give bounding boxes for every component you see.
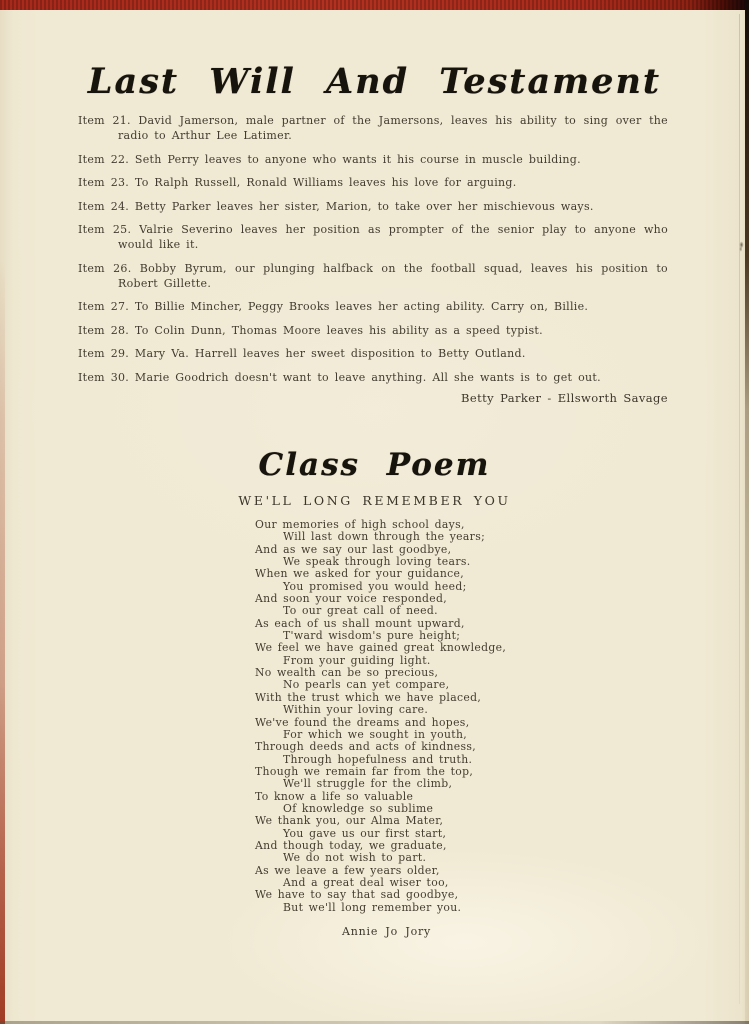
will-item-number: Item 30. bbox=[78, 370, 130, 384]
poem-line: We thank you, our Alma Mater, bbox=[255, 814, 444, 828]
will-item-number: Item 25. bbox=[78, 223, 132, 236]
will-item: Item 29. Mary Va. Harrell leaves her sweet disposition to Betty Outland. bbox=[78, 347, 526, 360]
will-item-number: Item 26. bbox=[78, 261, 132, 275]
will-item-number: Item 23. bbox=[78, 176, 130, 189]
will-item: Item 30. Marie Goodrich doesn't want to leave anything. All she wants is to get out. bbox=[78, 370, 601, 384]
poem-line: As we leave a few years older, bbox=[255, 863, 440, 877]
book-spine-top-band bbox=[0, 0, 749, 10]
poem-line: Of knowledge so sublime bbox=[283, 801, 434, 815]
poem-line: Through hopefulness and truth. bbox=[283, 752, 473, 766]
poem-line: No wealth can be so precious, bbox=[255, 666, 439, 680]
poem-line: We've found the dreams and hopes, bbox=[255, 715, 470, 729]
will-item-number: Item 24. bbox=[78, 199, 130, 213]
will-signature: Betty Parker - Ellsworth Savage bbox=[461, 391, 668, 405]
poem-line: And as we say our last goodbye, bbox=[255, 542, 452, 556]
poem-line: We do not wish to part. bbox=[283, 851, 427, 865]
class-poem-section bbox=[0, 446, 749, 938]
will-items-list bbox=[78, 113, 668, 393]
poem-line: We'll struggle for the climb, bbox=[283, 777, 453, 791]
will-item-number: Item 28. bbox=[78, 323, 130, 337]
poem-author: Annie Jo Jory bbox=[342, 925, 432, 938]
poem-line: Will last down through the years; bbox=[283, 530, 486, 544]
ink-artifact bbox=[738, 240, 745, 252]
poem-line: Within your loving care. bbox=[283, 703, 429, 717]
will-item: Item 24. Betty Parker leaves her sister, Marion, to take over her mischievous ways. bbox=[78, 199, 594, 213]
poem-line: From your guiding light. bbox=[283, 653, 431, 667]
will-item: Item 28. To Colin Dunn, Thomas Moore leaves his ability as a speed typist. bbox=[78, 323, 543, 337]
will-item-number: Item 21. bbox=[78, 114, 131, 127]
poem-line: And though today, we graduate, bbox=[255, 838, 447, 852]
will-item: Item 22. Seth Perry leaves to anyone who wants it his course in muscle building. bbox=[78, 152, 581, 166]
poem-line: As each of us shall mount upward, bbox=[255, 616, 465, 630]
will-title: Last Will And Testament bbox=[87, 61, 662, 102]
poem-line: But we'll long remember you. bbox=[283, 900, 462, 914]
poem-line: We feel we have gained great knowledge, bbox=[255, 641, 507, 655]
poem-line: We have to say that sad goodbye, bbox=[255, 888, 459, 902]
poem-subtitle: WE'LL LONG REMEMBER YOU bbox=[238, 493, 511, 508]
poem-body bbox=[255, 519, 749, 914]
poem-line: Our memories of high school days, bbox=[255, 518, 465, 531]
will-item-number: Item 27. bbox=[78, 300, 130, 313]
will-item: Item 27. To Billie Mincher, Peggy Brooks leaves her acting ability. Carry on, Billie. bbox=[78, 300, 589, 313]
poem-line: You gave us our first start, bbox=[283, 826, 447, 840]
poem-line: To our great call of need. bbox=[283, 604, 438, 618]
will-item-number: Item 22. bbox=[78, 152, 130, 166]
poem-line: T'ward wisdom's pure height; bbox=[283, 629, 461, 643]
poem-line: When we asked for your guidance, bbox=[255, 567, 465, 581]
poem-line: We speak through loving tears. bbox=[283, 555, 471, 569]
poem-line: Though we remain far from the top, bbox=[255, 764, 474, 778]
will-item: Item 25. Valrie Severino leaves her position as prompter of the senior play to anyone who would like it. bbox=[78, 223, 668, 251]
poem-line: No pearls can yet compare, bbox=[283, 678, 450, 692]
will-item: Item 21. David Jamerson, male partner of the Jamersons, leaves his ability to sing over the radio to Arthur Lee Latimer. bbox=[78, 114, 668, 142]
poem-line: And soon your voice responded, bbox=[255, 592, 448, 606]
poem-line: Through deeds and acts of kindness, bbox=[255, 740, 477, 754]
poem-line: To know a life so valuable bbox=[255, 789, 414, 803]
will-item: Item 26. Bobby Byrum, our plunging halfback on the football squad, leaves his position to Robert Gillette. bbox=[78, 261, 668, 290]
will-item-number: Item 29. bbox=[78, 347, 130, 360]
will-item: Item 23. To Ralph Russell, Ronald Williams leaves his love for arguing. bbox=[78, 176, 517, 189]
poem-line: And a great deal wiser too, bbox=[283, 875, 449, 889]
poem-title: Class Poem bbox=[258, 447, 491, 483]
poem-line: You promised you would heed; bbox=[283, 579, 467, 593]
poem-line: With the trust which we have placed, bbox=[255, 690, 482, 704]
poem-line: For which we sought in youth, bbox=[283, 727, 468, 741]
